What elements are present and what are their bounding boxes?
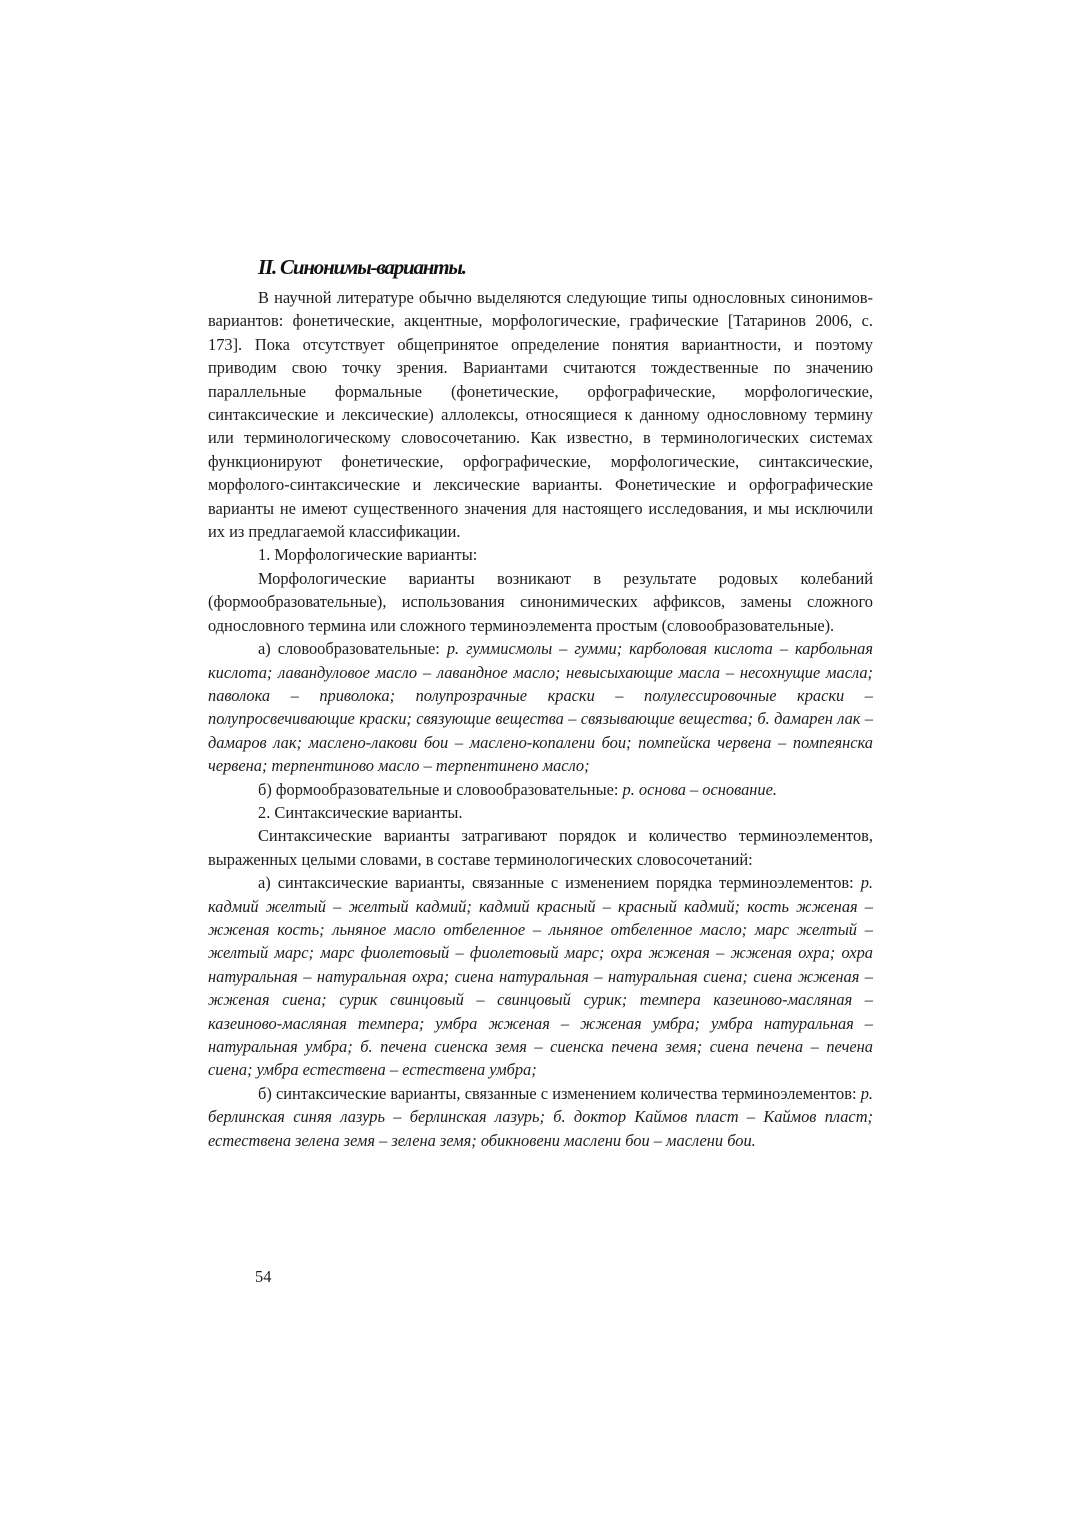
synt-heading: 2. Синтаксические варианты. <box>258 802 463 822</box>
morph-b-examples: р. основа – основание. <box>622 779 778 799</box>
morph-a-label: а) словообразовательные: <box>258 639 447 659</box>
morph-paragraph: Морфологические варианты возникают в результате родовых колебаний (формообразовательные), использования синонимических аффиксов, замены сложного однословного термина или сложного терминоэлемента простым (словообразовательные). <box>208 568 873 635</box>
synt-a-paragraph <box>208 871 873 1082</box>
synt-b-paragraph <box>208 1082 873 1152</box>
synt-b-examples: р. берлинская синяя лазурь – берлинская лазурь; б. доктор Каймов пласт – Каймов пласт; естествена зелена земя – зелена земя; обикновени маслени бои – маслени бои. <box>208 1083 873 1150</box>
morph-a-examples: р. гуммисмолы – гумми; карболовая кислота – карбольная кислота; лавандуловое масло – лавандное масло; невысыхающие масла – несохнущие масла; паволока – приволока; полупрозрачные краски – полулессировочные краски – полупросвечивающие краски; связующие вещества – связывающие вещества; б. дамарен лак – дамаров лак; маслено-лакови бои – маслено-копалени бои; помпейска червена – помпеянска червена; терпентиново масло – терпентинено масло; <box>208 639 873 776</box>
morph-b-label: б) формообразовательные и словообразовательные: <box>258 779 623 799</box>
morph-b-paragraph <box>208 778 873 801</box>
synt-paragraph: Синтаксические варианты затрагивают порядок и количество терминоэлементов, выраженных целыми словами, в составе терминологических словосочетаний: <box>208 826 873 869</box>
morph-heading: 1. Морфологические варианты: <box>258 545 478 565</box>
synt-a-examples: р. кадмий желтый – желтый кадмий; кадмий красный – красный кадмий; кость жженая – жженая кость; льняное масло отбеленное – льняное отбеленное масло; марс желтый – желтый марс; марс фиолетовый – фиолетовый марс; охра жженая – жженая охра; охра натуральная – натуральная охра; сиена натуральная – натуральная сиена; сиена жженая – жженая сиена; сурик свинцовый – свинцовый сурик; темпера казеиново-масляная – казеиново-масляная темпера; умбра жженая – жженая умбра; умбра натуральная – натуральная умбра; б. печена сиенска земя – сиенска печена земя; сиена печена – печена сиена; умбра естествена – естествена умбра; <box>208 873 873 1080</box>
synt-b-label: б) синтаксические варианты, связанные с изменением количества терминоэлементов: <box>258 1083 861 1103</box>
intro-paragraph: В научной литературе обычно выделяются следующие типы однословных синонимов-вариантов: фонетические, акцентные, морфологические, графические [Татаринов 2006, с. 173]. Пока отсутствует общепринятое определение понятия вариантности, и поэтому приводим свою точку зрения. Вариантами считаются тождественные по значению параллельные формальные (фонетические, орфографические, морфологические, синтаксические и лексические) аллолексы, относящиеся к данному однословному термину или терминологическому словосочетанию. Как известно, в терминологических системах функционируют фонетические, орфографические, морфологические, синтаксические, морфолого-синтаксические и лексические варианты. Фонетические и орфографические варианты не имеют существенного значения для настоящего исследования, и мы исключили их из предлагаемой классификации. <box>208 288 873 542</box>
synt-a-label: а) синтаксические варианты, связанные с изменением порядка терминоэлементов: <box>258 873 861 893</box>
page-number: 54 <box>255 1267 272 1286</box>
document-page <box>208 252 873 1152</box>
morph-a-paragraph <box>208 637 873 777</box>
section-title: II. Синонимы-варианты. <box>258 255 466 279</box>
